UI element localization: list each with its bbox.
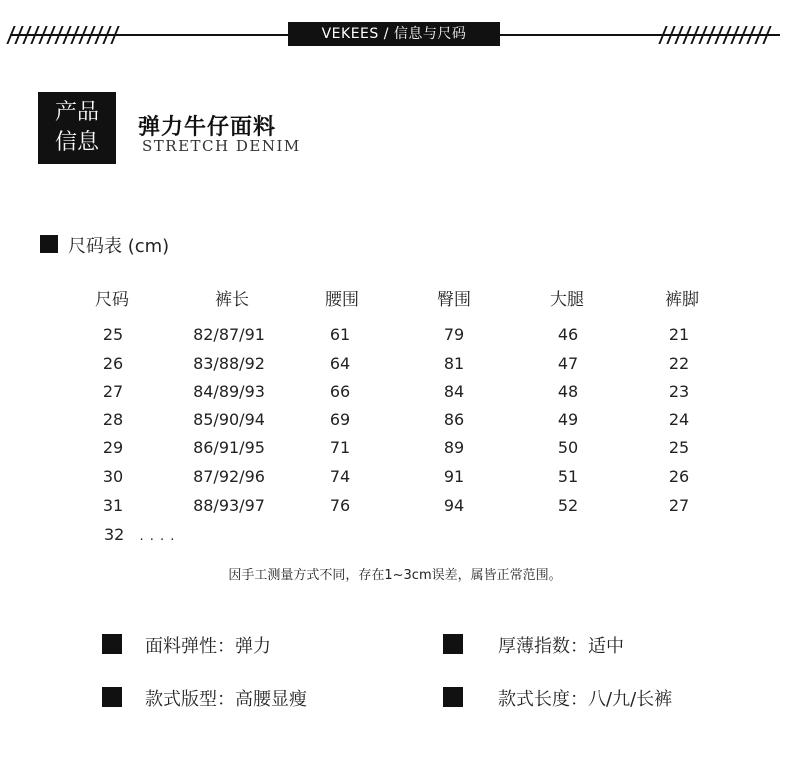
measurement-note: 因手工测量方式不同，存在1~3cm误差，属皆正常范围。 bbox=[228, 568, 562, 583]
table-cell: 69 bbox=[329, 410, 351, 429]
table-cell: 82/87/91 bbox=[193, 325, 265, 344]
table-cell: 85/90/94 bbox=[193, 410, 265, 429]
ellipsis-dots: . . . . bbox=[139, 529, 176, 544]
column-header-thigh: 大腿 bbox=[550, 290, 584, 310]
square-bullet-icon bbox=[102, 634, 122, 654]
column-header-hip: 臀围 bbox=[437, 290, 471, 310]
table-cell: 87/92/96 bbox=[193, 467, 265, 486]
table-cell: 27 bbox=[668, 496, 690, 515]
table-cell: 52 bbox=[557, 496, 579, 515]
table-cell: 86 bbox=[443, 410, 465, 429]
table-cell: 28 bbox=[102, 410, 124, 429]
table-cell: 30 bbox=[102, 467, 124, 486]
table-cell: 86/91/95 bbox=[193, 438, 265, 457]
product-title: 弹力牛仔面料 bbox=[138, 115, 277, 140]
square-bullet-icon bbox=[443, 634, 463, 654]
table-cell: 64 bbox=[329, 354, 351, 373]
table-cell: 27 bbox=[102, 382, 124, 401]
column-header-length: 裤长 bbox=[215, 290, 249, 310]
square-bullet-icon bbox=[40, 235, 58, 253]
table-cell: 48 bbox=[557, 382, 579, 401]
column-header-size: 尺码 bbox=[95, 290, 129, 310]
table-cell: 74 bbox=[329, 467, 351, 486]
product-info-badge-line2: 信息 bbox=[54, 130, 99, 155]
table-cell: 46 bbox=[557, 325, 579, 344]
header-hatch-right bbox=[662, 26, 768, 44]
attribute-elasticity: 面料弹性：弹力 bbox=[145, 636, 271, 657]
table-cell: 89 bbox=[443, 438, 465, 457]
table-cell: 61 bbox=[329, 325, 351, 344]
table-cell: 81 bbox=[443, 354, 465, 373]
table-cell: 49 bbox=[557, 410, 579, 429]
table-cell: 83/88/92 bbox=[193, 354, 265, 373]
table-cell: 84/89/93 bbox=[193, 382, 265, 401]
table-cell: 29 bbox=[102, 438, 124, 457]
square-bullet-icon bbox=[443, 687, 463, 707]
size-table-title: 尺码表 (cm) bbox=[68, 236, 170, 257]
table-cell: 51 bbox=[557, 467, 579, 486]
attribute-thickness: 厚薄指数：适中 bbox=[498, 636, 624, 657]
column-header-waist: 腰围 bbox=[325, 290, 359, 310]
table-cell: 66 bbox=[329, 382, 351, 401]
product-info-badge bbox=[38, 92, 116, 164]
product-subtitle: STRETCH DENIM bbox=[142, 137, 301, 155]
table-cell: 79 bbox=[443, 325, 465, 344]
table-cell: 91 bbox=[443, 467, 465, 486]
square-bullet-icon bbox=[102, 687, 122, 707]
table-cell: 31 bbox=[102, 496, 124, 515]
attribute-length: 款式长度：八/九/长裤 bbox=[498, 689, 673, 710]
table-cell: 25 bbox=[668, 438, 690, 457]
table-cell: 76 bbox=[329, 496, 351, 515]
table-cell: 84 bbox=[443, 382, 465, 401]
table-cell: 88/93/97 bbox=[193, 496, 265, 515]
attribute-fit: 款式版型：高腰显瘦 bbox=[145, 689, 307, 710]
table-cell: 47 bbox=[557, 354, 579, 373]
table-cell: 26 bbox=[102, 354, 124, 373]
table-cell: 24 bbox=[668, 410, 690, 429]
header-line-left bbox=[10, 34, 288, 36]
product-info-badge-line1: 产品 bbox=[54, 100, 99, 125]
more-size-value: 32 bbox=[104, 525, 125, 544]
table-cell: 71 bbox=[329, 438, 351, 457]
column-header-hem: 裤脚 bbox=[665, 290, 699, 310]
table-cell: 94 bbox=[443, 496, 465, 515]
table-cell: 23 bbox=[668, 382, 690, 401]
more-sizes-row bbox=[104, 525, 175, 544]
table-cell: 25 bbox=[102, 325, 124, 344]
header-tab: VEKEES / 信息与尺码 bbox=[288, 22, 500, 46]
table-cell: 50 bbox=[557, 438, 579, 457]
table-cell: 21 bbox=[668, 325, 690, 344]
table-cell: 26 bbox=[668, 467, 690, 486]
table-cell: 22 bbox=[668, 354, 690, 373]
